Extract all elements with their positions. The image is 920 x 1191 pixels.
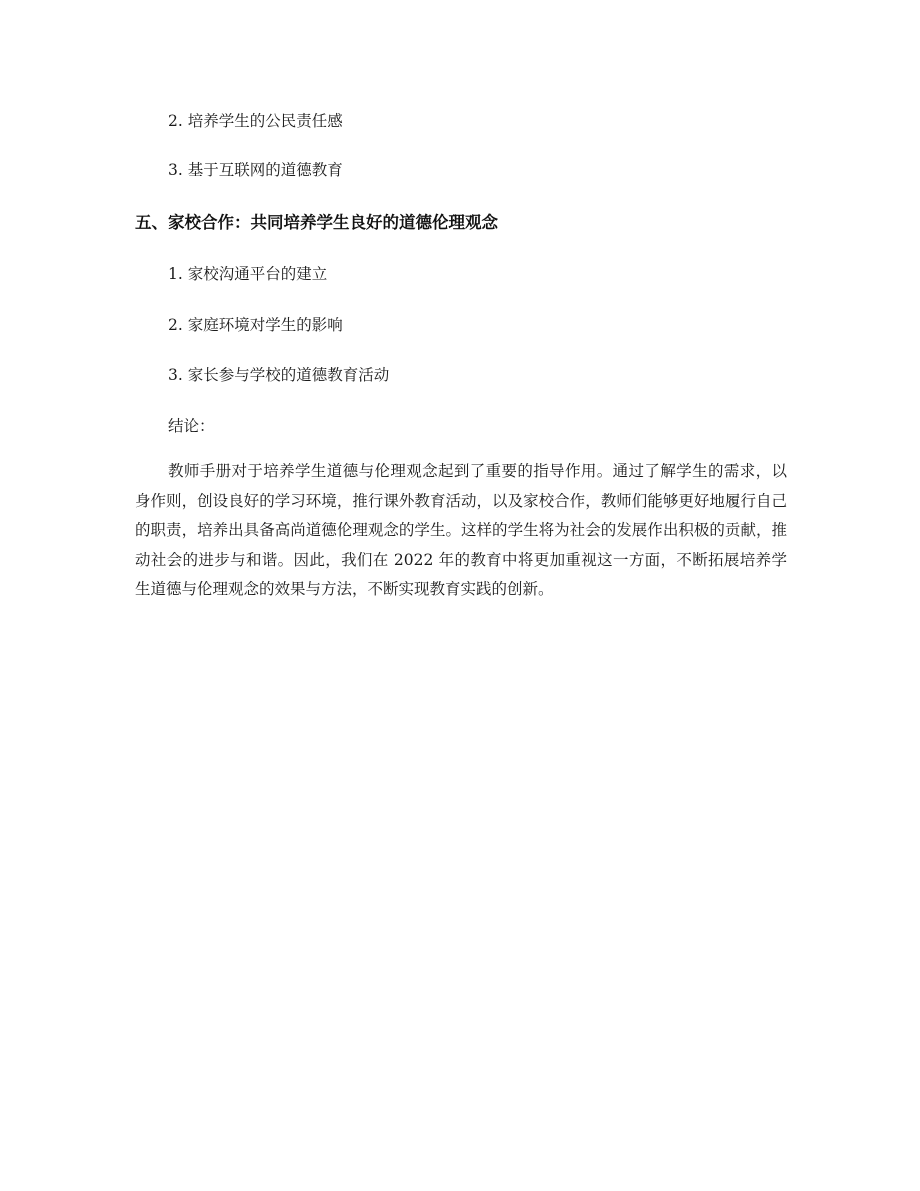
conclusion-label: 结论： — [168, 417, 215, 435]
list-item-parent-participation: 3. 家长参与学校的道德教育活动 — [168, 366, 390, 384]
list-item-civic-responsibility: 2. 培养学生的公民责任感 — [168, 112, 343, 130]
list-item-internet-moral-education: 3. 基于互联网的道德教育 — [168, 161, 343, 179]
list-item-communication-platform: 1. 家校沟通平台的建立 — [168, 265, 328, 283]
section-heading-home-school-cooperation: 五、家校合作：共同培养学生良好的道德伦理观念 — [135, 213, 498, 232]
list-item-family-environment: 2. 家庭环境对学生的影响 — [168, 316, 343, 334]
conclusion-paragraph: 教师手册对于培养学生道德与伦理观念起到了重要的指导作用。通过了解学生的需求，以身作则，创设良好的学习环境，推行课外教育活动，以及家校合作，教师们能够更好地履行自己的职责，培养出具备高尚道德伦理观念的学生。这样的学生将为社会的发展作出积极的贡献，推动社会的进步与和谐。因此，我们在 2022 年的教育中将更加重视这一方面，不断拓展培养学生道德与伦理观念的效果与方法，不断实现教育实践的创新。 — [135, 462, 787, 599]
